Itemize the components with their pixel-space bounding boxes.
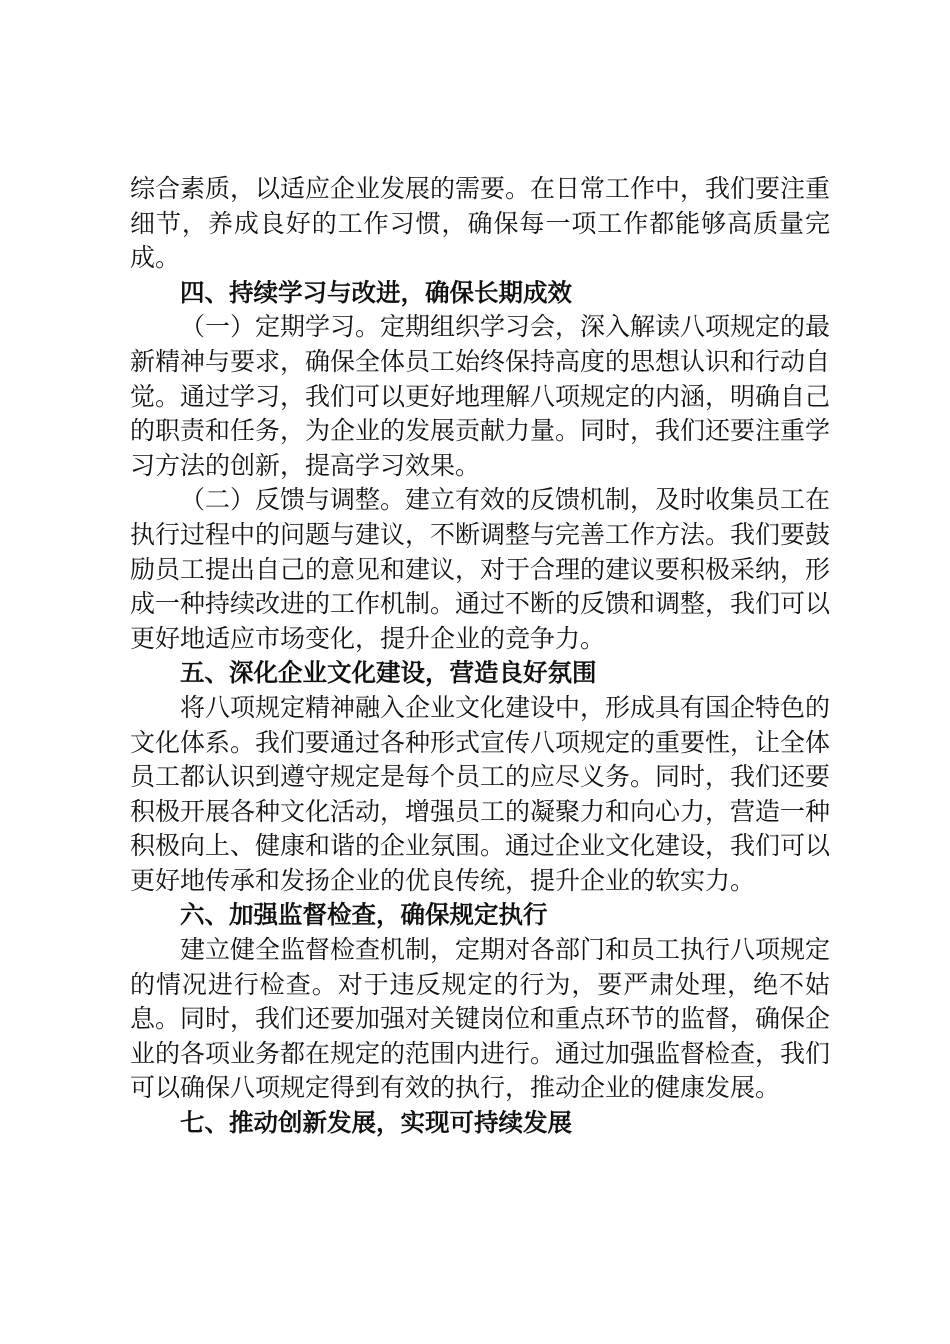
section-heading-7: 七、推动创新发展，实现可持续发展 bbox=[180, 1108, 572, 1138]
section-heading-6: 六、加强监督检查，确保规定执行 bbox=[180, 900, 548, 930]
paragraph-intro-continued: 综合素质，以适应企业发展的需要。在日常工作中，我们要注重细节，养成良好的工作习惯，确保每一项工作都能够高质量完成。 bbox=[130, 174, 831, 273]
section-heading-4: 四、持续学习与改进，确保长期成效 bbox=[180, 277, 572, 307]
paragraph-supervision: 建立健全监督检查机制，定期对各部门和员工执行八项规定的情况进行检查。对于违反规定的行为，要严肃处理，绝不姑息。同时，我们还要加强对关键岗位和重点环节的监督，确保企业的各项业务都在规定的范围内进行。通过加强监督检查，我们可以确保八项规定得到有效的执行，推动企业的健康发展。 bbox=[130, 935, 831, 1103]
document-body bbox=[130, 172, 830, 1141]
section-heading-5: 五、深化企业文化建设，营造良好氛围 bbox=[180, 658, 597, 688]
paragraph-regular-study: （一）定期学习。定期组织学习会，深入解读八项规定的最新精神与要求，确保全体员工始终保持高度的思想认识和行动自觉。通过学习，我们可以更好地理解八项规定的内涵，明确自己的职责和任务，为企业的发展贡献力量。同时，我们还要注重学习方法的创新，提高学习效果。 bbox=[130, 312, 831, 480]
paragraph-feedback-adjustment: （二）反馈与调整。建立有效的反馈机制，及时收集员工在执行过程中的问题与建议，不断调整与完善工作方法。我们要鼓励员工提出自己的意见和建议，对于合理的建议要积极采纳，形成一种持续改进的工作机制。通过不断的反馈和调整，我们可以更好地适应市场变化，提升企业的竞争力。 bbox=[130, 485, 831, 653]
paragraph-corporate-culture: 将八项规定精神融入企业文化建设中，形成具有国企特色的文化体系。我们要通过各种形式宣传八项规定的重要性，让全体员工都认识到遵守规定是每个员工的应尽义务。同时，我们还要积极开展各种文化活动，增强员工的凝聚力和向心力，营造一种积极向上、健康和谐的企业氛围。通过企业文化建设，我们可以更好地传承和发扬企业的优良传统，提升企业的软实力。 bbox=[130, 692, 831, 895]
